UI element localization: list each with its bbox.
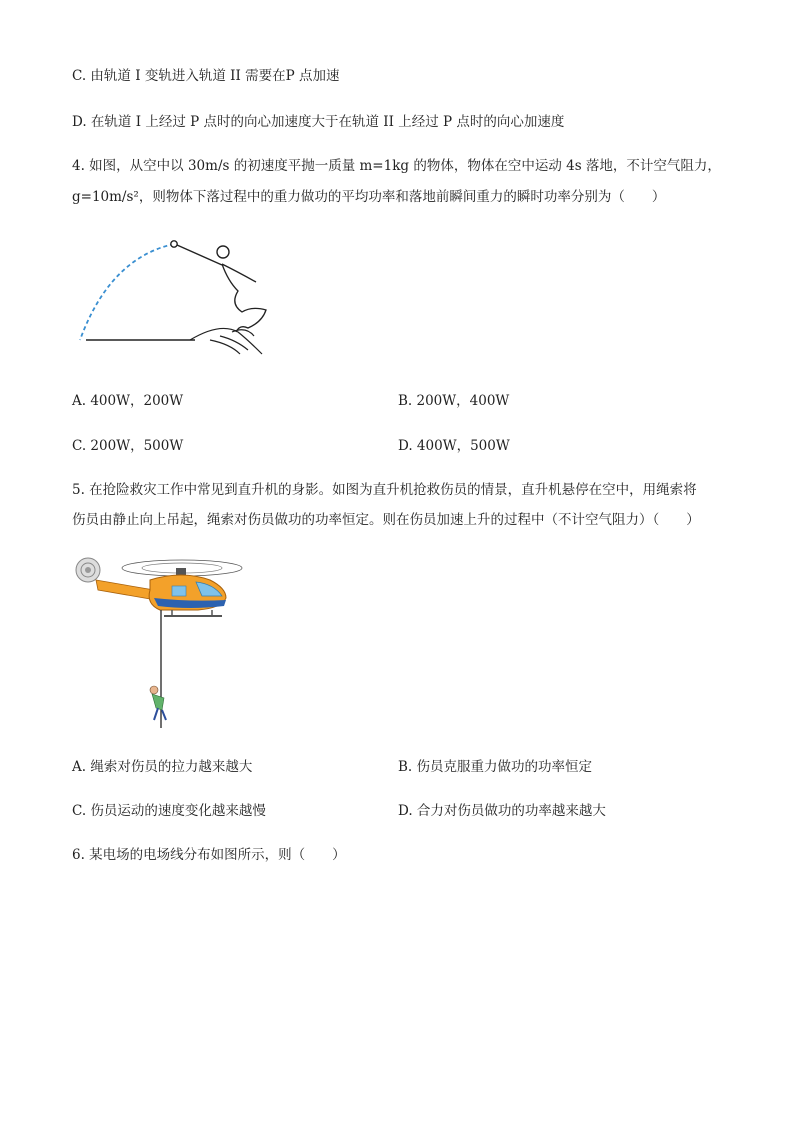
trajectory-dashed-curve: [80, 244, 174, 340]
q5-option-b: B. 伤员克服重力做功的功率恒定: [398, 759, 593, 775]
q5-option-c: C. 伤员运动的速度变化越来越慢: [72, 803, 266, 819]
thrower-head: [217, 246, 229, 258]
q5-stem-line1: 5. 在抢险救灾工作中常见到直升机的身影。如图为直升机抢救伤员的情景，直升机悬停在空中，用绳索将: [72, 482, 697, 498]
projectile-ball: [171, 241, 177, 247]
rescued-person-body: [152, 694, 164, 710]
tail-boom: [96, 580, 156, 600]
rescued-person-head: [150, 686, 158, 694]
q4-projectile-figure: [70, 236, 280, 362]
q4-option-c: C. 200W，500W: [72, 438, 184, 454]
q5-stem-line2: 伤员由静止向上吊起，绳索对伤员做功的功率恒定。则在伤员加速上升的过程中（不计空气阻力）（ ）: [72, 512, 700, 528]
thrower-body: [222, 264, 266, 332]
q4-option-b: B. 200W，400W: [398, 393, 510, 409]
q5-option-a: A. 绳索对伤员的拉力越来越大: [72, 759, 253, 775]
q5-option-d: D. 合力对伤员做功的功率越来越大: [398, 803, 606, 819]
q5-helicopter-figure: [72, 552, 247, 730]
q3-option-d: D. 在轨道 I 上经过 P 点时的向心加速度大于在轨道 II 上经过 P 点时的向心加速度: [72, 114, 565, 130]
side-door: [172, 586, 186, 596]
thrower-arm: [177, 245, 222, 265]
q4-stem-line2: g=10m/s²，则物体下落过程中的重力做功的平均功率和落地前瞬间重力的瞬时功率分别为（ ）: [72, 189, 666, 205]
q6-stem-line1: 6. 某电场的电场线分布如图所示，则（ ）: [72, 847, 346, 863]
q4-option-a: A. 400W，200W: [72, 393, 184, 409]
q4-option-d: D. 400W，500W: [398, 438, 510, 454]
cliff-edge: [190, 328, 262, 354]
rescued-person-legs: [154, 708, 166, 720]
q4-stem-line1: 4. 如图，从空中以 30m/s 的初速度平抛一质量 m=1kg 的物体，物体在空中运动 4s 落地，不计空气阻力，: [72, 158, 721, 174]
q3-option-c: C. 由轨道 I 变轨进入轨道 II 需要在P 点加速: [72, 68, 340, 84]
